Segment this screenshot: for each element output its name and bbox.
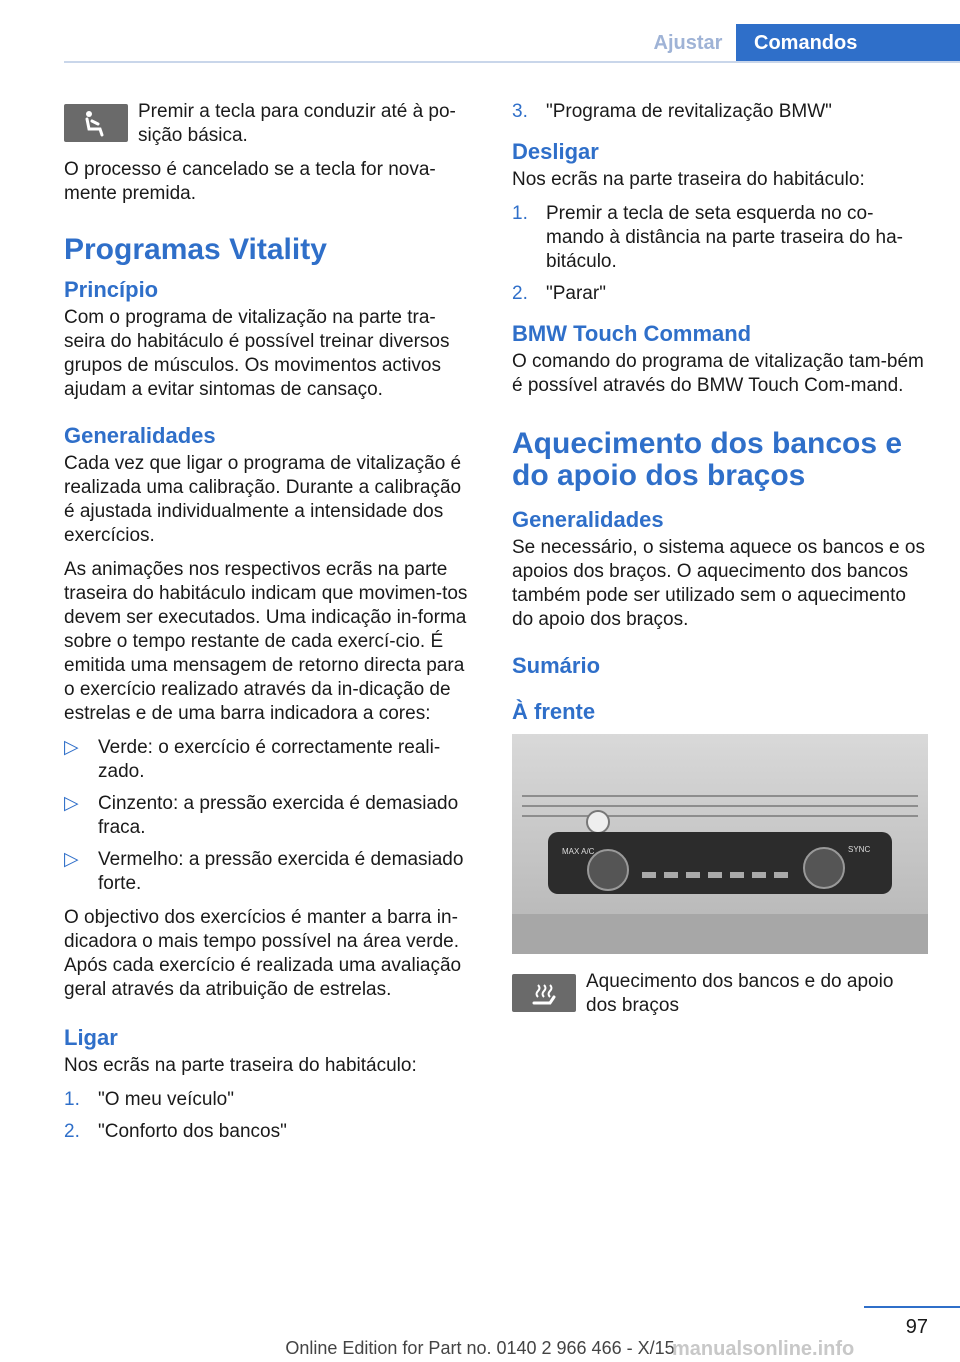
heading-seat-heating: Aquecimento dos bancos e do apoio dos braços	[512, 427, 903, 492]
left-column	[64, 100, 476, 1154]
heat-key-note	[512, 970, 928, 1018]
list-item	[512, 202, 928, 274]
edition-note: Online Edition for Part no. 0140 2 966 466 - X/15	[285, 1338, 675, 1358]
desligar-text: Nos ecrãs na parte traseira do habitáculo:	[512, 169, 865, 190]
footer-divider	[864, 1306, 960, 1308]
triangle-bullet-icon: ▷	[64, 737, 79, 758]
list-item	[64, 736, 476, 784]
generalidades-p1: Cada vez que ligar o programa de vitalização é realizada uma calibração. Durante a calibração é ajustada individualmente a intensidade dos exercícios.	[64, 453, 462, 546]
step-number: 1.	[512, 203, 528, 224]
max-ac-label: MAX A/C	[562, 847, 595, 856]
header-divider	[64, 61, 960, 63]
step-text: Premir a tecla de seta esquerda no co-mando à distância na parte traseira do ha-bitáculo.	[546, 203, 903, 272]
step-number: 2.	[64, 1121, 80, 1142]
heading-desligar: Desligar	[512, 139, 599, 164]
page-number: 97	[905, 1316, 928, 1338]
step-number: 2.	[512, 283, 528, 304]
triangle-bullet-icon: ▷	[64, 849, 79, 870]
bullet-text: Cinzento: a pressão exercida é demasiado fraca.	[98, 793, 459, 838]
step-text: "Parar"	[546, 283, 606, 304]
heading-touch-command: BMW Touch Command	[512, 321, 752, 346]
objective-text: O objectivo dos exercícios é manter a barra in-dicadora o mais tempo possível na área verde. Após cada exercício é realizada uma avaliação geral através da atribuição de estrelas.	[64, 907, 462, 1000]
desligar-steps	[512, 202, 928, 306]
bullet-text: Vermelho: a pressão exercida é demasiado forte.	[98, 849, 464, 894]
ligar-steps-continued	[512, 100, 928, 124]
list-item	[512, 282, 928, 306]
heading-generalidades: Generalidades	[64, 423, 216, 448]
color-bullet-list	[64, 736, 476, 896]
heading-frente: À frente	[512, 699, 596, 724]
list-item	[64, 1088, 476, 1112]
generalidades-p2: As animações nos respectivos ecrãs na parte traseira do habitáculo indicam que movimen-tos devem ser executados. Uma indicação in-forma sobre o tempo restante de cada exercí-cio. É emitida uma mensagem de retorno directa para o exercício realizado através da in-dicação de estrelas e de uma barra indicadora a cores:	[64, 559, 468, 724]
step-text: "Programa de revitalização BMW"	[546, 101, 832, 122]
tab-ajustar[interactable]: Ajustar	[653, 32, 723, 54]
step-text: "O meu veículo"	[98, 1089, 234, 1110]
right-column	[512, 100, 928, 1028]
seat-heating-text: Se necessário, o sistema aquece os bancos e os apoios dos braços. O aquecimento dos bancos também pode ser utilizado sem o aquecimento do apoio dos braços.	[512, 537, 925, 630]
seat-heating-icon	[512, 974, 576, 1012]
list-item	[64, 1120, 476, 1144]
step-number: 1.	[64, 1089, 80, 1110]
watermark: manualsonline.info	[672, 1338, 855, 1360]
touch-command-text: O comando do programa de vitalização tam-bém é possível através do BMW Touch Com-mand.	[512, 351, 924, 396]
ligar-text: Nos ecrãs na parte traseira do habitáculo:	[64, 1055, 417, 1076]
heading-generalidades-2: Generalidades	[512, 507, 664, 532]
step-number: 3.	[512, 101, 528, 122]
seat-key-text: Premir a tecla para conduzir até à po-sição básica.	[138, 101, 456, 146]
heading-sumario: Sumário	[512, 653, 601, 678]
tab-comandos[interactable]: Comandos	[736, 24, 960, 62]
list-item	[512, 100, 928, 124]
list-item	[64, 848, 476, 896]
cancel-note: O processo é cancelado se a tecla for nova-mente premida.	[64, 159, 436, 204]
list-item	[64, 792, 476, 840]
ligar-steps	[64, 1088, 476, 1144]
triangle-bullet-icon: ▷	[64, 793, 79, 814]
step-text: "Conforto dos bancos"	[98, 1121, 287, 1142]
seat-key-note	[64, 100, 476, 148]
climate-panel-photo	[512, 734, 928, 954]
sync-label: SYNC	[848, 845, 871, 854]
heat-key-text: Aquecimento dos bancos e do apoio dos braços	[586, 971, 894, 1016]
bullet-text: Verde: o exercício é correctamente reali-zado.	[98, 737, 441, 782]
seat-upright-icon	[64, 104, 128, 142]
heading-vitality: Programas Vitality	[64, 233, 327, 266]
principio-text: Com o programa de vitalização na parte tra-seira do habitáculo é possível treinar diversos grupos de músculos. Os movimentos activos ajudam a evitar sintomas de cansaço.	[64, 307, 450, 400]
heading-principio: Princípio	[64, 277, 159, 302]
heading-ligar: Ligar	[64, 1025, 118, 1050]
